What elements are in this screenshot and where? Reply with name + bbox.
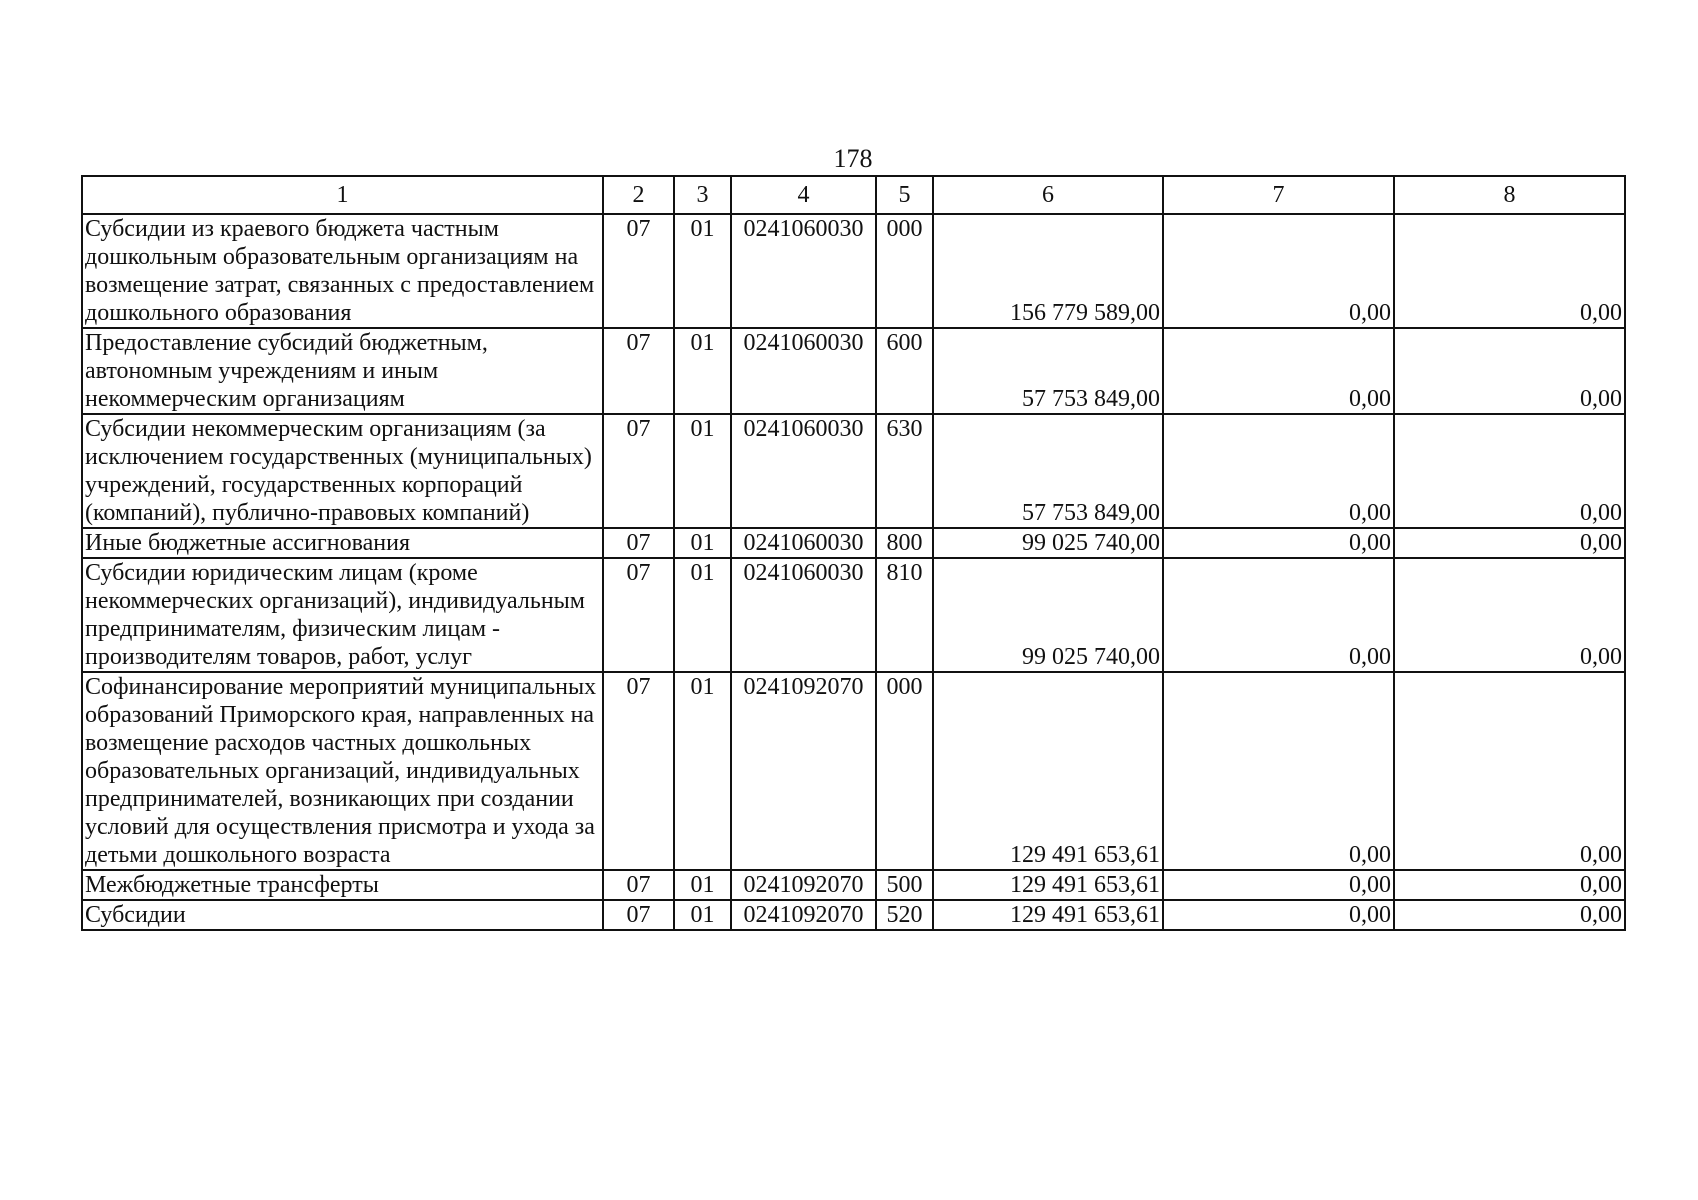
section-code: 07 xyxy=(603,528,674,558)
column-header: 6 xyxy=(933,176,1163,214)
column-header: 8 xyxy=(1394,176,1625,214)
amount-col6: 99 025 740,00 xyxy=(933,528,1163,558)
amount-col6: 129 491 653,61 xyxy=(933,870,1163,900)
subsection-code: 01 xyxy=(674,414,731,528)
subsection-code: 01 xyxy=(674,672,731,870)
amount-col6: 129 491 653,61 xyxy=(933,900,1163,930)
table-row xyxy=(82,414,1625,528)
table-row xyxy=(82,672,1625,870)
header-row xyxy=(82,176,1625,214)
kind-code: 520 xyxy=(876,900,933,930)
kind-code: 000 xyxy=(876,214,933,328)
amount-col6: 129 491 653,61 xyxy=(933,672,1163,870)
amount-col8: 0,00 xyxy=(1394,900,1625,930)
amount-col8: 0,00 xyxy=(1394,672,1625,870)
column-header: 3 xyxy=(674,176,731,214)
column-header: 5 xyxy=(876,176,933,214)
target-code: 0241060030 xyxy=(731,558,876,672)
row-name: Иные бюджетные ассигнования xyxy=(82,528,603,558)
section-code: 07 xyxy=(603,214,674,328)
kind-code: 800 xyxy=(876,528,933,558)
target-code: 0241092070 xyxy=(731,870,876,900)
row-name: Субсидии некоммерческим организациям (за исключением государственных (муниципальных) учреждений, государственных корпораций (компаний), публично-правовых компаний) xyxy=(82,414,603,528)
amount-col7: 0,00 xyxy=(1163,214,1394,328)
column-header: 4 xyxy=(731,176,876,214)
row-name: Субсидии из краевого бюджета частным дошкольным образовательным организациям на возмещение затрат, связанных с предоставлением дошкольного образования xyxy=(82,214,603,328)
row-name: Софинансирование мероприятий муниципальных образований Приморского края, направленных на возмещение расходов частных дошкольных образовательных организаций, индивидуальных предпринимателей, возникающих при создании условий для осуществления присмотра и ухода за детьми дошкольного возраста xyxy=(82,672,603,870)
page-number: 178 xyxy=(833,144,873,173)
amount-col7: 0,00 xyxy=(1163,558,1394,672)
section-code: 07 xyxy=(603,672,674,870)
amount-col8: 0,00 xyxy=(1394,214,1625,328)
target-code: 0241060030 xyxy=(731,528,876,558)
amount-col6: 57 753 849,00 xyxy=(933,414,1163,528)
table-row xyxy=(82,328,1625,414)
table-row xyxy=(82,528,1625,558)
amount-col6: 156 779 589,00 xyxy=(933,214,1163,328)
kind-code: 600 xyxy=(876,328,933,414)
table-row xyxy=(82,214,1625,328)
target-code: 0241060030 xyxy=(731,414,876,528)
section-code: 07 xyxy=(603,900,674,930)
amount-col7: 0,00 xyxy=(1163,414,1394,528)
section-code: 07 xyxy=(603,870,674,900)
amount-col7: 0,00 xyxy=(1163,528,1394,558)
subsection-code: 01 xyxy=(674,528,731,558)
target-code: 0241092070 xyxy=(731,672,876,870)
row-name: Предоставление субсидий бюджетным, автономным учреждениям и иным некоммерческим организациям xyxy=(82,328,603,414)
subsection-code: 01 xyxy=(674,558,731,672)
amount-col6: 57 753 849,00 xyxy=(933,328,1163,414)
kind-code: 500 xyxy=(876,870,933,900)
subsection-code: 01 xyxy=(674,328,731,414)
table-row xyxy=(82,870,1625,900)
table-row xyxy=(82,558,1625,672)
table-header xyxy=(82,176,1625,214)
row-name: Субсидии юридическим лицам (кроме некоммерческих организаций), индивидуальным предпринимателям, физическим лицам - производителям товаров, работ, услуг xyxy=(82,558,603,672)
amount-col6: 99 025 740,00 xyxy=(933,558,1163,672)
target-code: 0241092070 xyxy=(731,900,876,930)
subsection-code: 01 xyxy=(674,870,731,900)
amount-col8: 0,00 xyxy=(1394,328,1625,414)
column-header: 7 xyxy=(1163,176,1394,214)
amount-col8: 0,00 xyxy=(1394,558,1625,672)
table-row xyxy=(82,900,1625,930)
kind-code: 810 xyxy=(876,558,933,672)
column-header: 1 xyxy=(82,176,603,214)
subsection-code: 01 xyxy=(674,900,731,930)
amount-col7: 0,00 xyxy=(1163,672,1394,870)
kind-code: 000 xyxy=(876,672,933,870)
subsection-code: 01 xyxy=(674,214,731,328)
table-body xyxy=(82,214,1625,930)
amount-col7: 0,00 xyxy=(1163,870,1394,900)
amount-col8: 0,00 xyxy=(1394,414,1625,528)
kind-code: 630 xyxy=(876,414,933,528)
budget-table xyxy=(81,175,1626,931)
section-code: 07 xyxy=(603,414,674,528)
amount-col7: 0,00 xyxy=(1163,900,1394,930)
target-code: 0241060030 xyxy=(731,328,876,414)
amount-col8: 0,00 xyxy=(1394,870,1625,900)
column-header: 2 xyxy=(603,176,674,214)
amount-col8: 0,00 xyxy=(1394,528,1625,558)
section-code: 07 xyxy=(603,328,674,414)
row-name: Межбюджетные трансферты xyxy=(82,870,603,900)
target-code: 0241060030 xyxy=(731,214,876,328)
row-name: Субсидии xyxy=(82,900,603,930)
amount-col7: 0,00 xyxy=(1163,328,1394,414)
section-code: 07 xyxy=(603,558,674,672)
